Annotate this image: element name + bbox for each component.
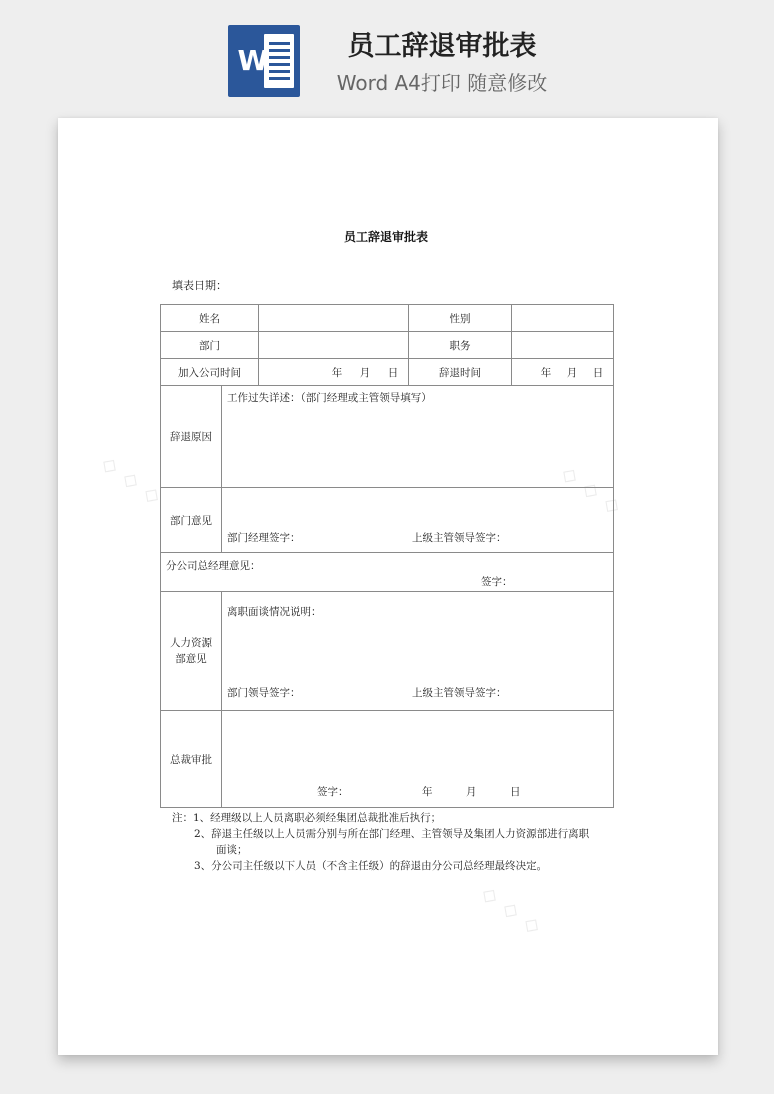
table-row: [161, 488, 614, 553]
ceo-sign: 签字：: [317, 786, 349, 798]
watermark: ◇ ◇ ◇: [477, 880, 548, 940]
table-row: [161, 359, 614, 386]
exit-interview-label: 离职面谈情况说明：: [227, 606, 322, 618]
gender-label: 性别: [409, 305, 512, 332]
ceo-month: 月: [466, 786, 477, 798]
dept-label: 部门: [161, 332, 259, 359]
ceo-cell[interactable]: [222, 711, 614, 808]
dept-opinion-cell[interactable]: [222, 488, 614, 553]
hr-superior-sign: 上级主管领导签字：: [412, 687, 507, 699]
watermark: ◇ ◇ ◇: [97, 450, 168, 510]
position-label: 职务: [409, 332, 512, 359]
join-date-value[interactable]: 年 月 日: [259, 359, 409, 386]
note-2-cont: 面谈；: [216, 844, 248, 856]
reason-cell[interactable]: [222, 386, 614, 488]
dept-opinion-label: 部门意见: [161, 488, 222, 553]
gender-value[interactable]: [512, 305, 614, 332]
reason-prompt: 工作过失详述：（部门经理或主管领导填写）: [227, 392, 432, 404]
join-date-label: 加入公司时间: [161, 359, 259, 386]
table-row: [161, 592, 614, 711]
dept-leader-sign: 部门领导签字：: [227, 687, 301, 699]
note-2: 2、辞退主任级以上人员需分别与所在部门经理、主管领导及集团人力资源部进行离职: [194, 828, 590, 840]
table-row: [161, 386, 614, 488]
document-title: 员工辞退审批表: [343, 230, 428, 244]
dismiss-date-value[interactable]: 年 月 日: [512, 359, 614, 386]
hr-label: 人力资源 部意见: [161, 592, 222, 711]
dept-value[interactable]: [259, 332, 409, 359]
dept-manager-sign: 部门经理签字：: [227, 532, 301, 544]
fill-date-label: 填表日期：: [172, 279, 227, 292]
table-row: [161, 553, 614, 592]
note-1: 注：1、经理级以上人员离职必须经集团总裁批准后执行；: [172, 812, 442, 824]
ceo-year: 年: [422, 786, 433, 798]
banner: [0, 0, 774, 110]
word-icon: [228, 25, 300, 97]
document-page: [58, 118, 718, 1055]
banner-subtitle: Word A4打印 随意修改: [336, 71, 548, 95]
branch-gm-sign: 签字：: [481, 576, 513, 588]
superior-sign: 上级主管领导签字：: [412, 532, 507, 544]
word-letter: W: [237, 44, 269, 77]
branch-gm-cell[interactable]: [161, 553, 614, 592]
watermark: ◇ ◇ ◇: [557, 460, 628, 520]
name-value[interactable]: [259, 305, 409, 332]
position-value[interactable]: [512, 332, 614, 359]
reason-label: 辞退原因: [161, 386, 222, 488]
table-row: [161, 305, 614, 332]
hr-cell[interactable]: [222, 592, 614, 711]
dismiss-date-label: 辞退时间: [409, 359, 512, 386]
name-label: 姓名: [161, 305, 259, 332]
ceo-day: 日: [510, 786, 521, 798]
table-row: [161, 332, 614, 359]
table-row: [161, 711, 614, 808]
notes: [172, 810, 622, 874]
banner-title: 员工辞退审批表: [347, 31, 537, 62]
note-3: 3、分公司主任级以下人员（不含主任级）的辞退由分公司总经理最终决定。: [194, 860, 548, 872]
approval-form-table: [160, 304, 614, 808]
branch-gm-opinion: 分公司总经理意见：: [166, 560, 261, 572]
ceo-label: 总裁审批: [161, 711, 222, 808]
